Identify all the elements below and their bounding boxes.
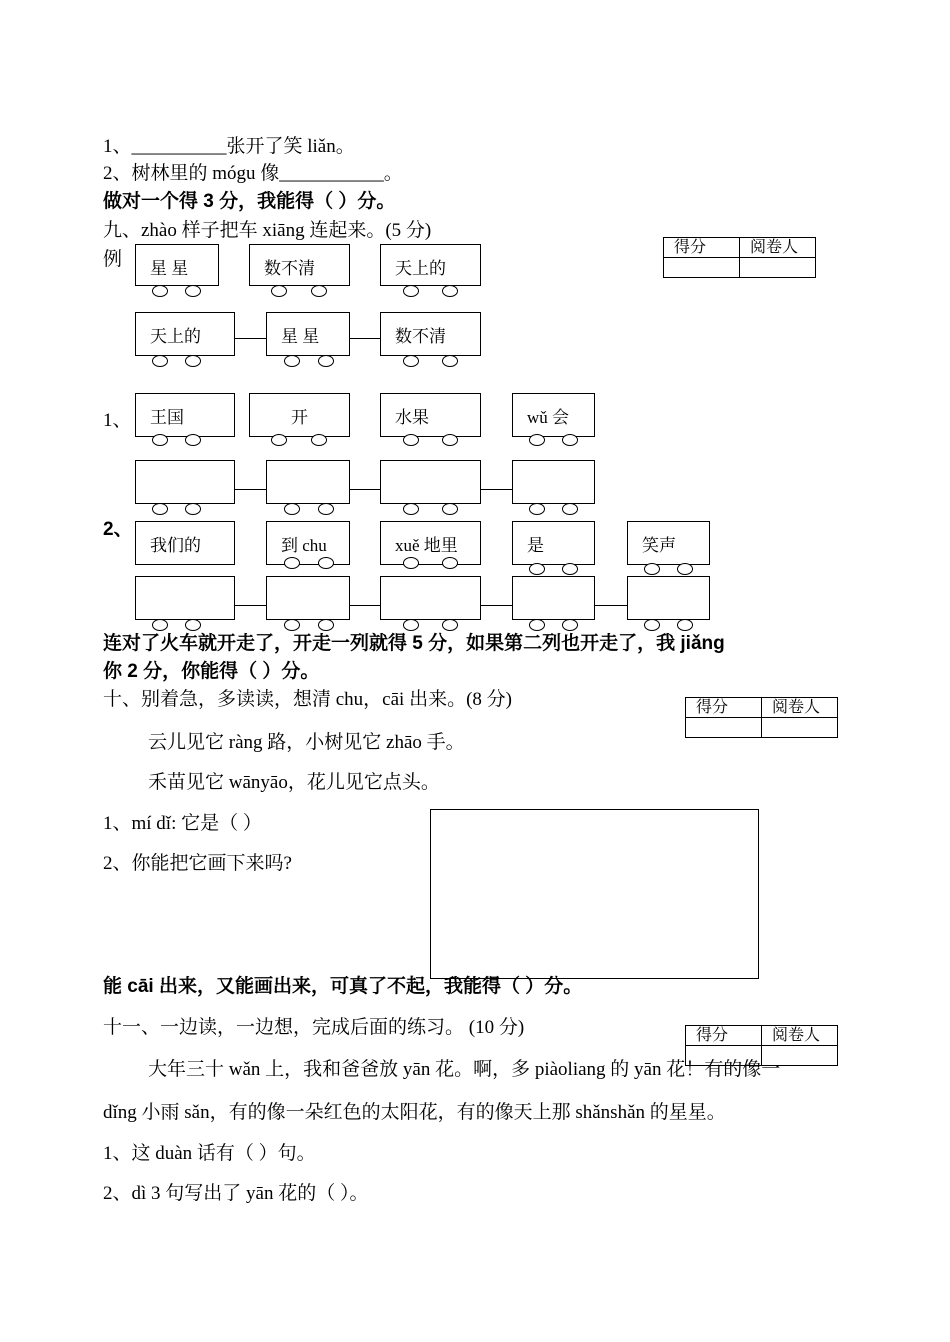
- wheel: [284, 557, 300, 569]
- coupling: [235, 338, 266, 339]
- section10-title: 十、别着急，多读读，想清 chu，cāi 出来。(8 分): [103, 689, 512, 710]
- train-q1-label: 1、: [103, 410, 132, 431]
- score-table-section10: [685, 697, 838, 738]
- wheel: [644, 563, 660, 575]
- passage-question-2: 2、dì 3 句写出了 yān 花的（ ）。: [103, 1183, 369, 1204]
- wheel: [403, 619, 419, 631]
- grader-cell[interactable]: [762, 718, 838, 738]
- section9-score-note-line1: 连对了火车就开走了，开走一列就得 5 分，如果第二列也开走了，我 jiǎng: [103, 633, 725, 654]
- passage-question-1: 1、这 duàn 话有（ ）句。: [103, 1143, 316, 1164]
- wheel: [562, 619, 578, 631]
- wheel: [442, 557, 458, 569]
- wheel: [318, 355, 334, 367]
- wheel: [185, 619, 201, 631]
- wheel: [403, 434, 419, 446]
- score-table-section9: [663, 237, 816, 278]
- wheel: [529, 503, 545, 515]
- q1-word-car-4: wǔ 会: [512, 393, 595, 437]
- wheel: [529, 434, 545, 446]
- score-header: 得分: [664, 238, 740, 258]
- coupling: [350, 338, 380, 339]
- q1-answer-car-4[interactable]: [512, 460, 595, 504]
- wheel: [152, 355, 168, 367]
- riddle-line-1: 云儿见它 ràng 路，小树见它 zhāo 手。: [148, 732, 465, 753]
- riddle-question-1: 1、mí dǐ: 它是（ ）: [103, 813, 262, 834]
- q2-word-car-2: 到 chu: [266, 521, 350, 565]
- wheel: [529, 619, 545, 631]
- example-top-car-1: 星 星: [135, 244, 219, 286]
- score-header: 得分: [686, 698, 762, 718]
- fill-blank-q2: 2、树林里的 mógu 像___________。: [103, 163, 403, 184]
- section8-score-note: 做对一个得 3 分，我能得（ ）分。: [103, 191, 396, 212]
- q2-answer-car-1[interactable]: [135, 576, 235, 620]
- wheel: [644, 619, 660, 631]
- q1-answer-car-3[interactable]: [380, 460, 481, 504]
- wheel: [318, 619, 334, 631]
- example-bottom-car-3: 数不清: [380, 312, 481, 356]
- wheel: [562, 434, 578, 446]
- wheel: [185, 434, 201, 446]
- q1-word-car-2: 开: [249, 393, 350, 437]
- score-cell[interactable]: [686, 718, 762, 738]
- grader-cell[interactable]: [740, 258, 816, 278]
- score-cell[interactable]: [664, 258, 740, 278]
- wheel: [442, 434, 458, 446]
- section10-score-note: 能 cāi 出来，又能画出来，可真了不起，我能得（ ）分。: [103, 976, 583, 997]
- q1-word-car-1: 王国: [135, 393, 235, 437]
- example-bottom-car-1: 天上的: [135, 312, 235, 356]
- riddle-line-2: 禾苗见它 wānyāo，花儿见它点头。: [148, 772, 440, 793]
- example-label: 例: [103, 249, 123, 270]
- wheel: [311, 434, 327, 446]
- wheel: [677, 619, 693, 631]
- wheel: [284, 355, 300, 367]
- coupling: [235, 489, 266, 490]
- wheel: [562, 503, 578, 515]
- wheel: [403, 503, 419, 515]
- coupling: [350, 605, 380, 606]
- fill-blank-q1: 1、__________张开了笑 liǎn。: [103, 136, 355, 157]
- wheel: [677, 563, 693, 575]
- train-q2-label: 2、: [103, 519, 133, 540]
- q2-word-car-3: xuě 地里: [380, 521, 481, 565]
- grader-header: 阅卷人: [762, 1026, 838, 1046]
- wheel: [442, 619, 458, 631]
- grader-header: 阅卷人: [740, 238, 816, 258]
- wheel: [185, 285, 201, 297]
- q2-answer-car-3[interactable]: [380, 576, 481, 620]
- wheel: [284, 619, 300, 631]
- wheel: [318, 503, 334, 515]
- wheel: [311, 285, 327, 297]
- q2-word-car-4: 是: [512, 521, 595, 565]
- q2-word-car-5: 笑声: [627, 521, 710, 565]
- coupling: [350, 489, 380, 490]
- section9-score-note-line2: 你 2 分，你能得（ ）分。: [103, 661, 320, 682]
- wheel: [529, 563, 545, 575]
- q1-answer-car-2[interactable]: [266, 460, 350, 504]
- wheel: [185, 503, 201, 515]
- wheel: [152, 619, 168, 631]
- q2-answer-car-4[interactable]: [512, 576, 595, 620]
- wheel: [442, 503, 458, 515]
- wheel: [152, 503, 168, 515]
- wheel: [318, 557, 334, 569]
- riddle-question-2: 2、你能把它画下来吗?: [103, 853, 292, 874]
- example-top-car-2: 数不清: [249, 244, 350, 286]
- wheel: [403, 285, 419, 297]
- passage-line-1: 大年三十 wǎn 上，我和爸爸放 yān 花。啊，多 piàoliang 的 yān 花！有的像一: [148, 1059, 781, 1080]
- q1-word-car-3: 水果: [380, 393, 481, 437]
- q2-answer-car-2[interactable]: [266, 576, 350, 620]
- wheel: [442, 355, 458, 367]
- wheel: [562, 563, 578, 575]
- wheel: [152, 285, 168, 297]
- wheel: [403, 557, 419, 569]
- example-bottom-car-2: 星 星: [266, 312, 350, 356]
- wheel: [152, 434, 168, 446]
- wheel: [403, 355, 419, 367]
- wheel: [271, 285, 287, 297]
- drawing-box[interactable]: [430, 809, 759, 979]
- q1-answer-car-1[interactable]: [135, 460, 235, 504]
- section11-title: 十一、一边读，一边想，完成后面的练习。 (10 分): [103, 1017, 525, 1038]
- score-header: 得分: [686, 1026, 762, 1046]
- coupling: [235, 605, 266, 606]
- example-top-car-3: 天上的: [380, 244, 481, 286]
- wheel: [284, 503, 300, 515]
- coupling: [481, 605, 512, 606]
- wheel: [442, 285, 458, 297]
- coupling: [595, 605, 627, 606]
- grader-header: 阅卷人: [762, 698, 838, 718]
- wheel: [271, 434, 287, 446]
- coupling: [481, 489, 512, 490]
- wheel: [185, 355, 201, 367]
- q2-answer-car-5[interactable]: [627, 576, 710, 620]
- section9-title: 九、zhào 样子把车 xiāng 连起来。(5 分): [103, 220, 432, 241]
- passage-line-2: dǐng 小雨 sǎn，有的像一朵红色的太阳花，有的像天上那 shǎnshǎn 的星星。: [103, 1102, 726, 1123]
- q2-word-car-1: 我们的: [135, 521, 235, 565]
